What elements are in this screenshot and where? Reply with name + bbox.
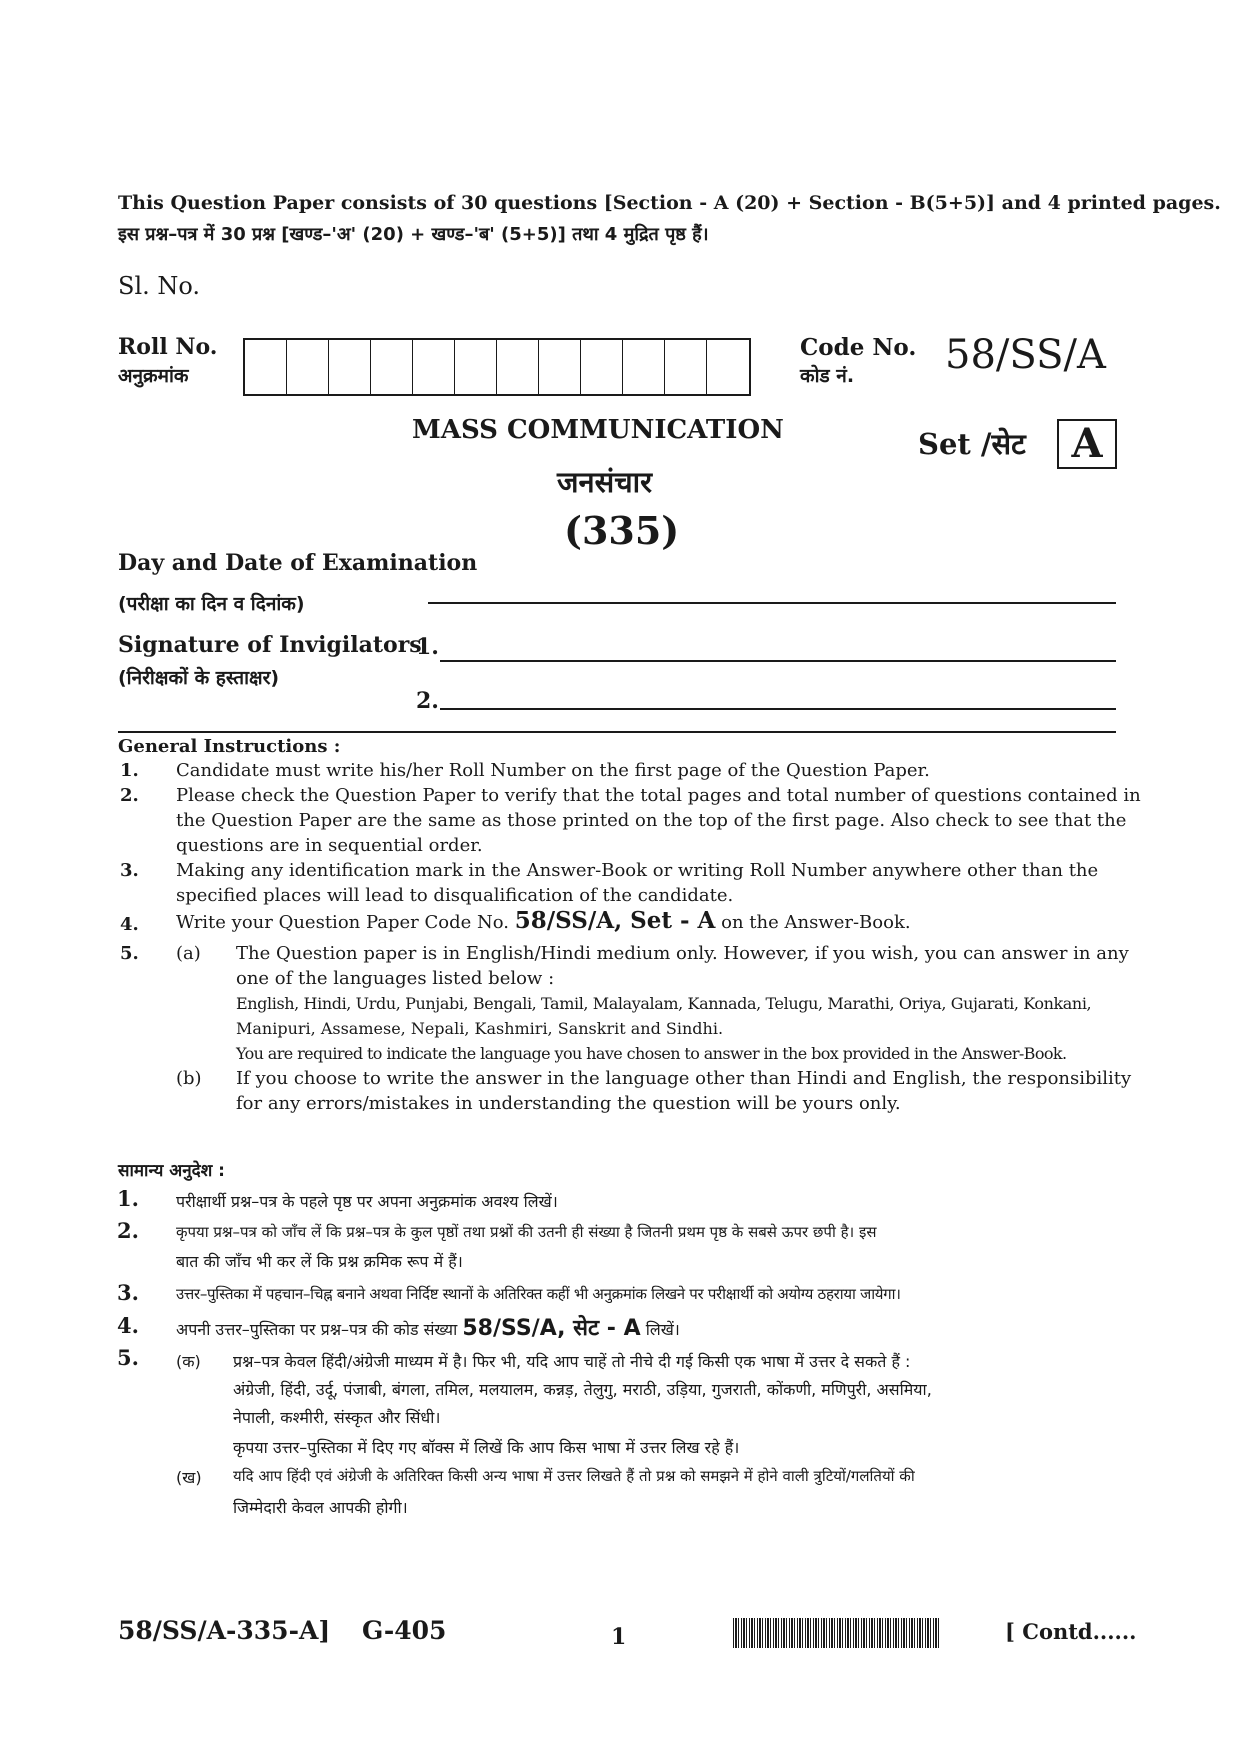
- en-item-3-line-1: Making any identification mark in the Answer-Book or writing Roll Number anywhere other than the: [176, 860, 1099, 881]
- en-item-4-post: on the Answer-Book.: [721, 912, 911, 933]
- signature-1-line[interactable]: [440, 660, 1116, 662]
- hi-item-4-num: 4.: [117, 1313, 139, 1338]
- en-item-4-pre: Write your Question Paper Code No.: [176, 912, 509, 933]
- en-item-5a-line-4: Manipuri, Assamese, Nepali, Kashmiri, Sanskrit and Sindhi.: [236, 1019, 724, 1038]
- en-item-5a-line-2: one of the languages listed below :: [236, 968, 555, 989]
- section-divider: [118, 731, 1116, 733]
- en-item-5a-line-3: English, Hindi, Urdu, Punjabi, Bengali, Tamil, Malayalam, Kannada, Telugu, Marathi, Oriya, Gujarati, Konkani,: [236, 994, 1092, 1013]
- subject-number: (335): [564, 508, 680, 553]
- footer-code: 58/SS/A-335-A]: [118, 1616, 331, 1645]
- day-date-label-hi: (परीक्षा का दिन व दिनांक): [118, 593, 305, 615]
- hi-item-2-line-1: कृपया प्रश्न–पत्र को जाँच लें कि प्रश्न–पत्र के कुल पृष्ठों तथा प्रश्नों की उतनी ही संख्या है जितनी प्रथम पृष्ठ के सबसे ऊपर छपी है। इस: [176, 1223, 877, 1241]
- en-item-4-text: [176, 909, 911, 936]
- en-item-1-text: Candidate must write his/her Roll Number on the first page of the Question Paper.: [176, 760, 930, 781]
- en-item-4-num: 4.: [120, 914, 139, 935]
- en-item-3-num: 3.: [120, 860, 139, 881]
- hi-item-4-post: लिखें।: [645, 1320, 680, 1339]
- hi-item-5-num: 5.: [117, 1345, 139, 1370]
- roll-number-cell[interactable]: [413, 340, 455, 394]
- en-item-1-num: 1.: [120, 760, 139, 781]
- en-item-2-line-3: questions are in sequential order.: [176, 835, 483, 856]
- signature-2-num: 2.: [416, 688, 439, 714]
- hi-item-4-pre: अपनी उत्तर–पुस्तिका पर प्रश्न–पत्र की कोड संख्या: [176, 1320, 458, 1339]
- roll-number-cell[interactable]: [707, 340, 749, 394]
- hi-item-5a-line-3: नेपाली, कश्मीरी, संस्कृत और सिंधी।: [233, 1408, 441, 1427]
- hi-item-5a-line-4: कृपया उत्तर–पुस्तिका में दिए गए बॉक्स में लिखें कि आप किस भाषा में उत्तर लिख रहे हैं।: [233, 1438, 740, 1457]
- roll-number-cell[interactable]: [581, 340, 623, 394]
- roll-number-grid[interactable]: [243, 338, 751, 396]
- hi-item-5a-label: (क): [176, 1352, 201, 1371]
- hi-item-3-text: उत्तर–पुस्तिका में पहचान–चिह्न बनाने अथवा निर्दिष्ट स्थानों के अतिरिक्त कहीं भी अनुक्रमांक लिखने पर परीक्षार्थी को अयोग्य ठहराया जायेगा।: [176, 1285, 901, 1303]
- hi-item-3-num: 3.: [117, 1280, 139, 1305]
- barcode-image: [733, 1618, 941, 1648]
- roll-number-cell[interactable]: [371, 340, 413, 394]
- signature-label-en: Signature of Invigilators: [118, 632, 422, 658]
- instructions-hi-heading: सामान्य अनुदेश :: [118, 1161, 225, 1181]
- en-item-3-line-2: specified places will lead to disqualification of the candidate.: [176, 885, 734, 906]
- hi-item-4-text: [176, 1312, 680, 1342]
- en-item-5b-line-1: If you choose to write the answer in the language other than Hindi and English, the responsibility: [236, 1068, 1132, 1089]
- hi-item-5b-line-1: यदि आप हिंदी एवं अंग्रेजी के अतिरिक्त किसी अन्य भाषा में उत्तर लिखते हैं तो प्रश्न को समझने में होने वाली त्रुटियों/गलतियों की: [233, 1467, 915, 1485]
- subject-title-en: MASS COMMUNICATION: [412, 415, 784, 445]
- page-number: 1: [611, 1624, 627, 1650]
- set-label: Set /सेट: [918, 427, 1026, 461]
- signature-1-num: 1.: [416, 634, 439, 660]
- day-date-line[interactable]: [428, 602, 1116, 604]
- hi-item-5a-line-2: अंग्रेजी, हिंदी, उर्दू, पंजाबी, बंगला, तमिल, मलयालम, कन्नड़, तेलुगु, मराठी, उड़िया, गुजराती, कोंकणी, मणिपुरी, असमिया,: [233, 1380, 932, 1399]
- roll-number-cell[interactable]: [245, 340, 287, 394]
- day-date-label-en: Day and Date of Examination: [118, 550, 478, 576]
- en-item-5b-label: (b): [176, 1068, 202, 1089]
- en-item-5a-line-1: The Question paper is in English/Hindi medium only. However, if you wish, you can answer in any: [236, 943, 1129, 964]
- hi-item-4-code: 58/SS/A, सेट - A: [462, 1316, 641, 1341]
- footer-series: G-405: [362, 1616, 447, 1645]
- roll-number-cell[interactable]: [329, 340, 371, 394]
- en-item-5-num: 5.: [120, 943, 139, 964]
- roll-number-cell[interactable]: [287, 340, 329, 394]
- hi-item-5b-line-2: जिम्मेदारी केवल आपकी होगी।: [233, 1498, 408, 1517]
- roll-label-en: Roll No.: [118, 334, 218, 360]
- hi-item-2-line-2: बात की जाँच भी कर लें कि प्रश्न क्रमिक रूप में हैं।: [176, 1252, 463, 1271]
- roll-number-cell[interactable]: [539, 340, 581, 394]
- roll-label-hi: अनुक्रमांक: [118, 365, 189, 387]
- roll-number-cell[interactable]: [497, 340, 539, 394]
- footer-contd: [ Contd......: [1005, 1619, 1137, 1644]
- header-line-hi: इस प्रश्न–पत्र में 30 प्रश्न [खण्ड–'अ' (20) + खण्ड–'ब' (5+5)] तथा 4 मुद्रित पृष्ठ हैं।: [118, 224, 709, 245]
- en-item-2-line-2: the Question Paper are the same as those printed on the top of the first page. Also check to see that the: [176, 810, 1127, 831]
- signature-2-line[interactable]: [440, 708, 1116, 710]
- header-line-en: This Question Paper consists of 30 questions [Section - A (20) + Section - B(5+5)] and 4 printed pages.: [118, 192, 1221, 214]
- subject-title-hi: जनसंचार: [557, 465, 653, 499]
- instructions-en-heading: General Instructions :: [118, 736, 341, 757]
- code-label-hi: कोड नं.: [800, 365, 855, 387]
- en-item-4-code: 58/SS/A, Set - A: [514, 907, 716, 934]
- set-box: A: [1057, 419, 1117, 469]
- code-value: 58/SS/A: [945, 332, 1106, 378]
- signature-label-hi: (निरीक्षकों के हस्ताक्षर): [118, 667, 280, 689]
- en-item-2-num: 2.: [120, 785, 139, 806]
- roll-number-cell[interactable]: [623, 340, 665, 394]
- en-item-2-line-1: Please check the Question Paper to verify that the total pages and total number of questions contained in: [176, 785, 1141, 806]
- roll-number-cell[interactable]: [455, 340, 497, 394]
- roll-number-cell[interactable]: [665, 340, 707, 394]
- code-label-en: Code No.: [800, 334, 917, 361]
- hi-item-5a-line-1: प्रश्न–पत्र केवल हिंदी/अंग्रेजी माध्यम में है। फिर भी, यदि आप चाहें तो नीचे दी गई किसी एक भाषा में उत्तर दे सकते हैं :: [233, 1352, 911, 1371]
- hi-item-5b-label: (ख): [176, 1468, 202, 1487]
- hi-item-2-num: 2.: [117, 1218, 139, 1243]
- hi-item-1-text: परीक्षार्थी प्रश्न–पत्र के पहले पृष्ठ पर अपना अनुक्रमांक अवश्य लिखें।: [176, 1192, 558, 1211]
- en-item-5a-line-5: You are required to indicate the language you have chosen to answer in the box provided in the Answer-Book.: [236, 1044, 1067, 1063]
- sl-no: Sl. No.: [118, 272, 201, 300]
- hi-item-1-num: 1.: [117, 1186, 139, 1211]
- en-item-5b-line-2: for any errors/mistakes in understanding the question will be yours only.: [236, 1093, 901, 1114]
- en-item-5a-label: (a): [176, 943, 201, 964]
